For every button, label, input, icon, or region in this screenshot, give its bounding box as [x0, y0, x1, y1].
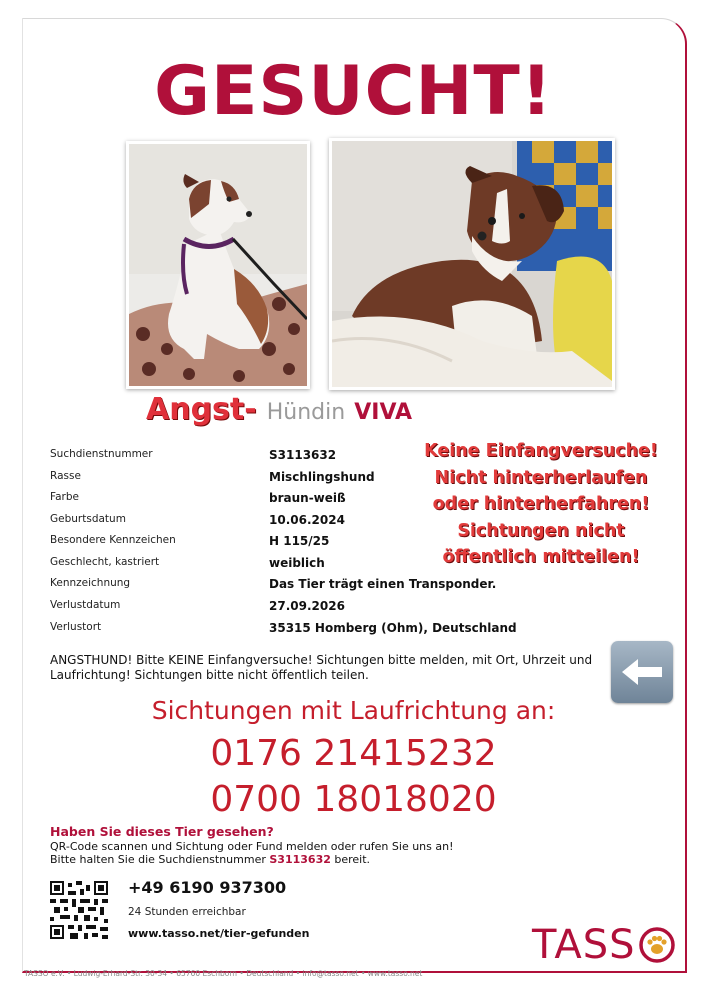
contact-line-1: QR-Code scannen und Sichtung oder Fund melden oder rufen Sie uns an!	[50, 840, 454, 853]
subtitle-angst: Angst-	[146, 392, 257, 427]
warning-line: Keine Einfangversuche!	[424, 441, 658, 461]
subtitle-huendin: Hündin	[266, 400, 346, 425]
detail-row	[50, 621, 517, 641]
phone-number-1[interactable]: 0176 21415232	[210, 733, 497, 774]
contact-line-2-pre: Bitte halten Sie die Suchdienstnummer	[50, 853, 266, 866]
qr-code-icon[interactable]	[50, 881, 108, 939]
contact-line-2-post: bereit.	[334, 853, 371, 866]
detail-label: Verlustort	[50, 621, 102, 633]
poster-title: GESUCHT!	[154, 52, 553, 131]
detail-row	[50, 599, 510, 619]
detail-label: Besondere Kennzeichen	[50, 534, 176, 546]
footer-address: TASSO e.V. • Ludwig-Erhard-Str. 30-34 • 65760 Eschborn • Deutschland • info@tasso.net • www.tasso.net	[24, 969, 423, 978]
detail-value: H 115/25	[269, 534, 330, 548]
detail-value: 35315 Homberg (Ohm), Deutschland	[269, 621, 517, 635]
contact-question: Haben Sie dieses Tier gesehen?	[50, 824, 274, 839]
dog-photo-sitting	[126, 141, 310, 389]
detail-value: Das Tier trägt einen Transponder.	[269, 577, 497, 591]
detail-label: Farbe	[50, 491, 79, 503]
website-link[interactable]: www.tasso.net/tier-gefunden	[128, 927, 310, 940]
tasso-logo	[532, 920, 677, 970]
description-text: ANGSTHUND! Bitte KEINE Einfangversuche! Sichtungen bitte melden, mit Ort, Uhrzeit und Laufrichtung! Sichtungen bitte nicht öffentlich teilen.	[50, 653, 593, 682]
availability-text: 24 Stunden erreichbar	[128, 906, 246, 918]
phone-number-2[interactable]: 0700 18018020	[210, 779, 497, 820]
warning-box	[410, 438, 672, 571]
detail-label: Kennzeichnung	[50, 577, 131, 589]
detail-value: S3113632	[269, 448, 337, 462]
detail-value: 10.06.2024	[269, 513, 345, 527]
logo-text: TASS	[532, 922, 636, 968]
subtitle	[146, 392, 412, 427]
detail-value: braun-weiß	[269, 491, 346, 505]
contact-line-2	[50, 853, 370, 866]
subtitle-dog-name: VIVA	[354, 400, 413, 425]
warning-line: öffentlich mitteilen!	[442, 547, 640, 567]
hotline-number[interactable]: +49 6190 937300	[128, 878, 287, 897]
detail-value: weiblich	[269, 556, 325, 570]
detail-label: Suchdienstnummer	[50, 448, 153, 460]
detail-label: Geburtsdatum	[50, 513, 126, 525]
warning-line: oder hinterherfahren!	[432, 494, 650, 514]
detail-value: Mischlingshund	[269, 470, 375, 484]
left-arrow-icon	[620, 657, 664, 687]
detail-value: 27.09.2026	[269, 599, 345, 613]
warning-line: Sichtungen nicht	[457, 520, 625, 541]
sightings-heading: Sichtungen mit Laufrichtung an:	[151, 696, 556, 725]
detail-row	[50, 577, 510, 597]
detail-label: Verlustdatum	[50, 599, 121, 611]
detail-label: Rasse	[50, 470, 81, 482]
contact-search-number: S3113632	[269, 853, 331, 866]
warning-line: Nicht hinterherlaufen	[434, 467, 648, 488]
paw-icon	[637, 925, 677, 965]
detail-label: Geschlecht, kastriert	[50, 556, 160, 568]
dog-photo-lying	[329, 138, 615, 390]
left-arrow-button[interactable]	[611, 641, 673, 703]
